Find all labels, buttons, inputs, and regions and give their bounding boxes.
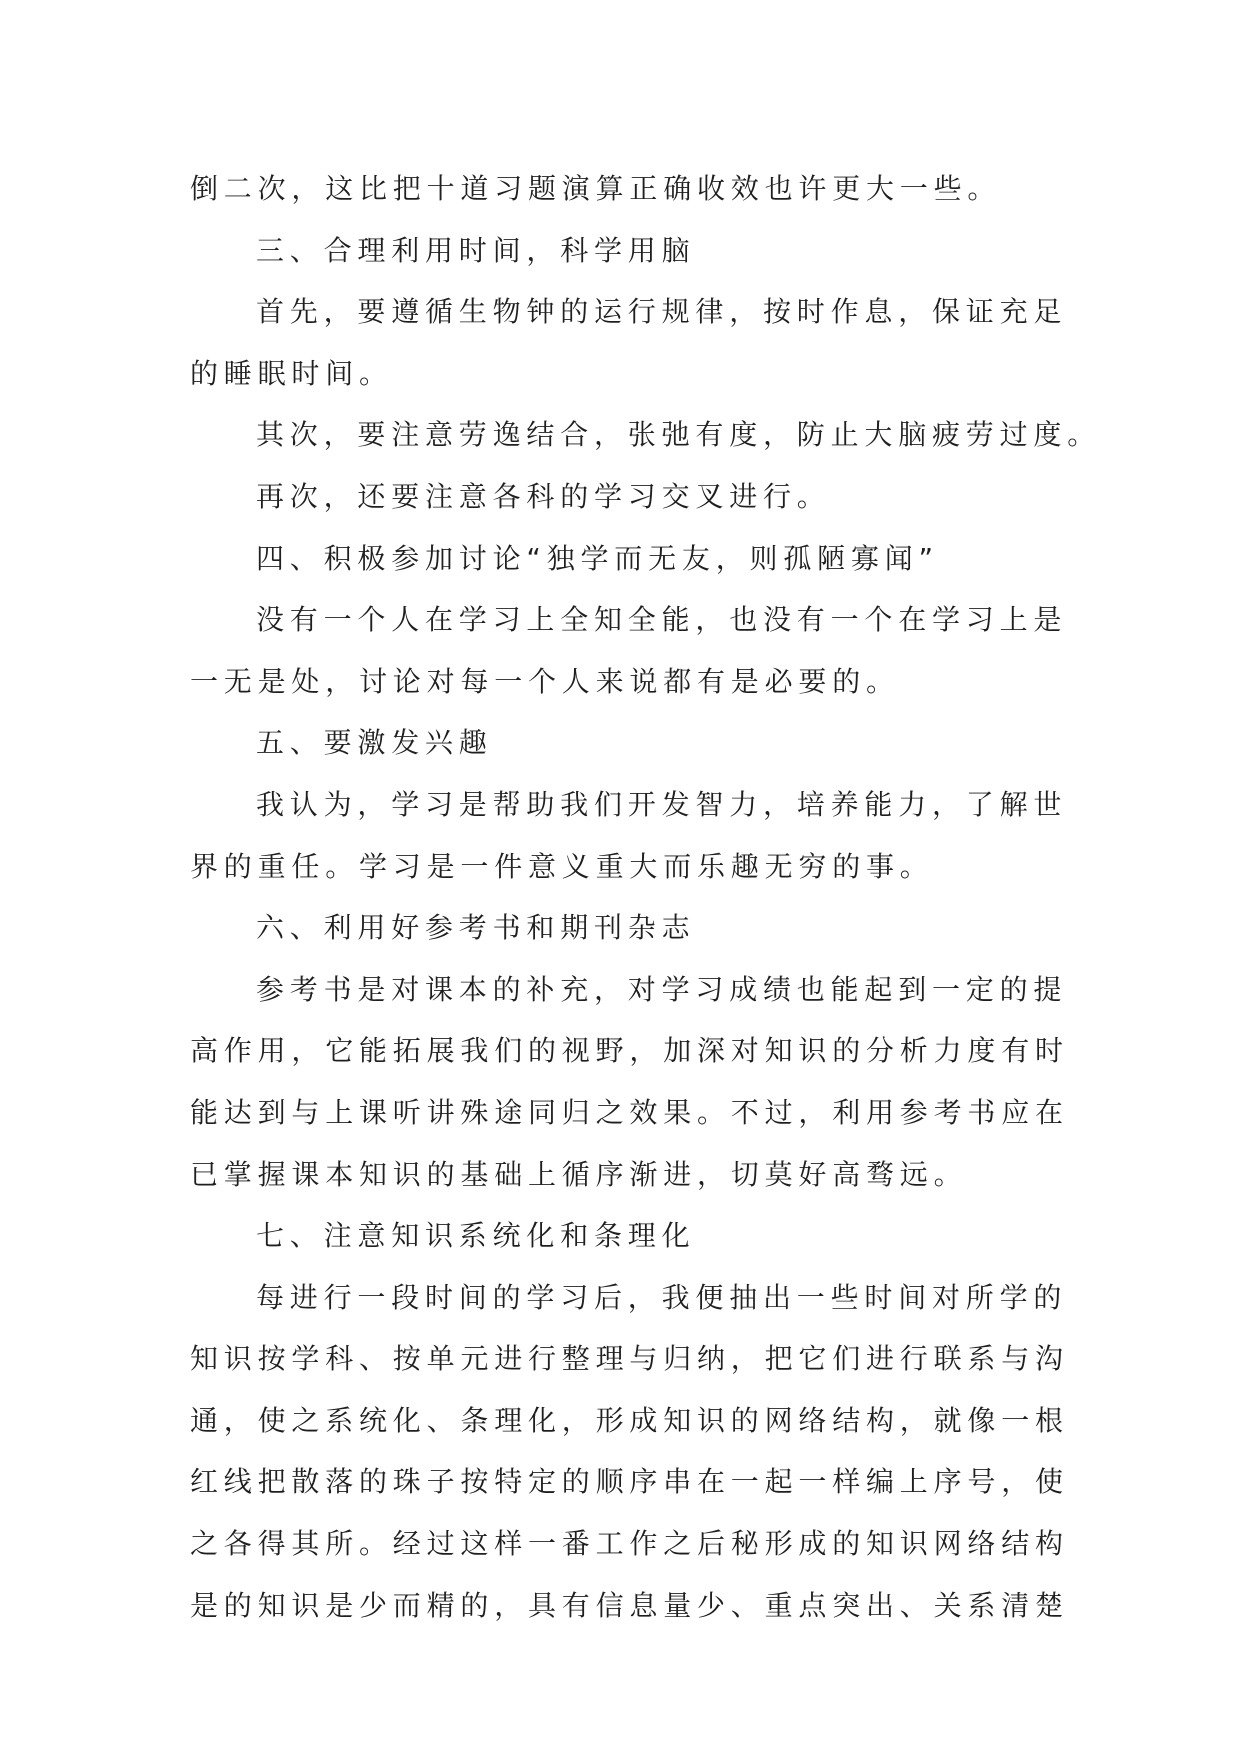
text-line: 其次，要注意劳逸结合，张弛有度，防止大脑疲劳过度。: [256, 418, 1102, 452]
section-heading: 七、注意知识系统化和条理化: [256, 1219, 696, 1253]
text-line: 倒二次，这比把十道习题演算正确收效也许更大一些。: [190, 172, 1002, 205]
text-line: 参考书是对课本的补充，对学习成绩也能起到一定的提: [256, 972, 1068, 1006]
section-heading: 五、要激发兴趣: [256, 726, 493, 760]
text-line: 通，使之系统化、条理化，形成知识的网络结构，就像一根: [190, 1403, 1069, 1437]
text-line: 之各得其所。经过这样一番工作之后秘形成的知识网络结构: [190, 1527, 1069, 1561]
section-heading: 六、利用好参考书和期刊杂志: [256, 911, 696, 945]
text-line: 一无是处，讨论对每一个人来说都有是必要的。: [190, 664, 900, 698]
text-line: 我认为，学习是帮助我们开发智力，培养能力，了解世: [256, 787, 1068, 821]
text-line: 首先，要遵循生物钟的运行规律，按时作息，保证充足: [256, 295, 1068, 329]
text-line: 能达到与上课听讲殊途同归之效果。不过，利用参考书应在: [190, 1095, 1069, 1129]
document-body: [190, 158, 1102, 1636]
text-line: 已掌握课本知识的基础上循序渐进，切莫好高骛远。: [190, 1157, 968, 1191]
text-line: 是的知识是少而精的，具有信息量少、重点突出、关系清楚: [190, 1588, 1069, 1622]
text-line: 的睡眠时间。: [190, 356, 393, 390]
text-line: 界的重任。学习是一件意义重大而乐趣无穷的事。: [190, 849, 934, 883]
text-line: 每进行一段时间的学习后，我便抽出一些时间对所学的: [256, 1280, 1068, 1314]
text-line: 再次，还要注意各科的学习交叉进行。: [256, 479, 831, 513]
section-heading: 四、积极参加讨论“独学而无友，则孤陋寡闻”: [256, 541, 939, 575]
text-line: 红线把散落的珠子按特定的顺序串在一起一样编上序号，使: [190, 1465, 1069, 1499]
text-line: 没有一个人在学习上全知全能，也没有一个在学习上是: [256, 603, 1068, 637]
section-heading: 三、合理利用时间，科学用脑: [256, 233, 696, 267]
text-line: 高作用，它能拓展我们的视野，加深对知识的分析力度有时: [190, 1034, 1069, 1068]
text-line: 知识按学科、按单元进行整理与归纳，把它们进行联系与沟: [190, 1342, 1069, 1376]
